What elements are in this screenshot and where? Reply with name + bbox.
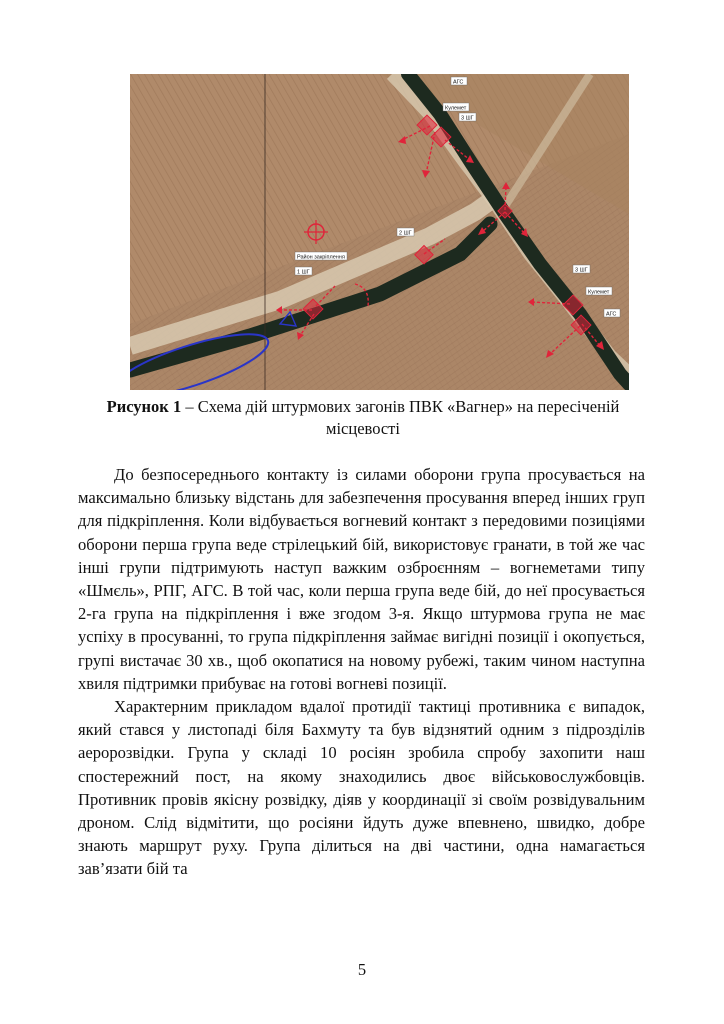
map-label-shg2	[397, 228, 414, 237]
svg-text:3 ШГ: 3 ШГ	[461, 115, 474, 122]
svg-text:3 ШГ: 3 ШГ	[575, 267, 588, 274]
figure-map	[130, 74, 629, 390]
svg-text:2 ШГ: 2 ШГ	[399, 230, 412, 237]
map-label-ags-right	[604, 309, 620, 318]
map-label-kulemet-right	[586, 287, 612, 296]
paragraph: До безпосереднього контакту із силами оборони група просувається на максимально близьку відстань для забезпечення просування вперед інших груп для підкріплення. Коли відбувається вогневий контакт з передовими позиціями оборони перша група веде стрілецький бій, використовує гранати, в той же час інші групи підтримують наступ важким озброєнням – вогнеметами типу «Шмєль», РПГ, АГС. В той час, коли перша група веде бій, до неї просувається 2-га група на підкріплення і вже згодом 3-я. Якщо штурмова група не має успіху в просуванні, то група підкріплення займає вигідні позиції і окопується, групі вистачає 30 хв., щоб окопатися на новому рубежі, таким чином наступна хвиля підтримки прибуває на готові вогневі позиції.	[78, 465, 645, 693]
svg-text:Район закріплення: Район закріплення	[297, 254, 345, 261]
body-text	[78, 463, 645, 881]
svg-text:1 ШГ: 1 ШГ	[297, 269, 310, 276]
map-label-shg1	[295, 267, 312, 276]
page-number: 5	[357, 960, 367, 979]
map-label-kulemet-top	[443, 103, 469, 112]
map-label-ags-top	[451, 77, 467, 86]
aerial-map	[130, 74, 629, 390]
paragraph: Характерним прикладом вдалої протидії тактиці противника є випадок, який стався у листопаді біля Бахмуту та був відзнятий одним з підрозділів аеророзвідки. Група у складі 10 росіян зробила спробу захопити наш спостережний пост, на якому знаходились двоє військовослужбовців. Противник провів якісну розвідку, діяв у координації зі своїм розвідувальним дроном. Слід відмітити, що росіяни йдуть дуже впевнено, швидко, добре знають маршрут руху. Група ділиться на дві частини, одна намагається зав’язати бій та	[78, 697, 645, 879]
svg-text:Кулемет: Кулемет	[445, 105, 467, 112]
map-label-shg3-top	[459, 113, 476, 122]
svg-text:АГС: АГС	[453, 79, 464, 86]
caption-text: – Схема дій штурмових загонів ПВК «Вагнер» на пересіченій місцевості	[181, 397, 620, 438]
map-label-shg3-right	[573, 265, 590, 274]
svg-text:Кулемет: Кулемет	[588, 289, 610, 296]
figure-caption	[80, 396, 646, 440]
caption-label: Рисунок 1	[106, 397, 182, 416]
svg-text:АГС: АГС	[606, 311, 617, 318]
map-label-raion-zakriplennia	[295, 252, 347, 261]
